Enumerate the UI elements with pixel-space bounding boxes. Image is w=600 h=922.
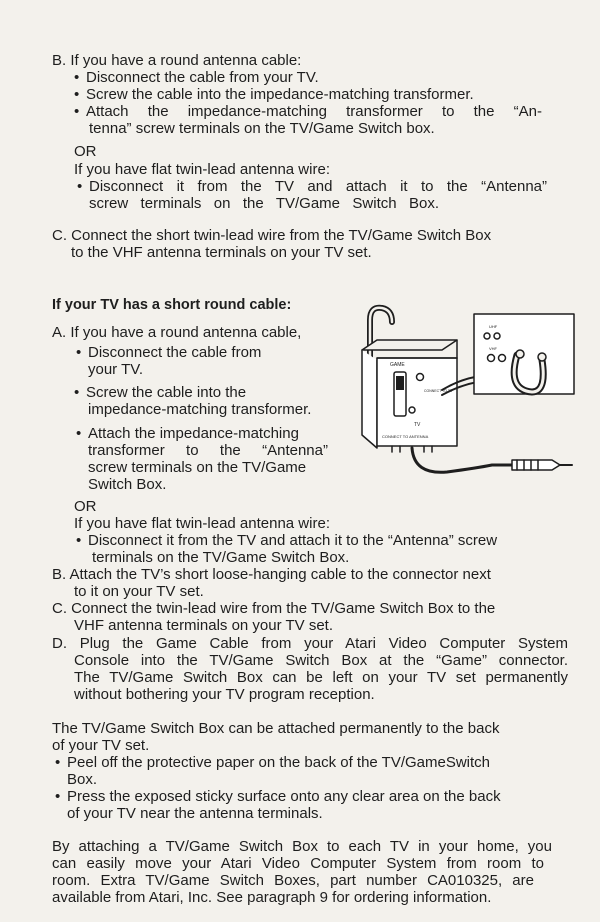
section-c-line-1: C. Connect the short twin-lead wire from the TV/Game Switch Box: [52, 227, 492, 244]
section-b-bullet-2: • Screw the cable into the impedance-matching transformer.: [86, 86, 474, 103]
box-connect-label: CONNECT TO ANTENNA: [382, 434, 429, 439]
vhf-label: VHF: [489, 346, 497, 351]
attach-bullet-2-line-1: • Press the exposed sticky surface onto any clear area on the back: [67, 788, 501, 805]
attach-bullet-1-line-2: Box.: [67, 771, 98, 788]
short-d-line-4: without bothering your TV program reception.: [74, 686, 375, 703]
short-a-bullet-4-line-1: • Disconnect it from the TV and attach it to the “Antenna” screw: [88, 532, 497, 549]
section-b-flat-heading: If you have flat twin-lead antenna wire:: [74, 161, 330, 178]
box-tv-label: TV: [414, 422, 421, 428]
short-c-line-1: C. Connect the twin-lead wire from the TV/Game Switch Box to the: [52, 600, 496, 617]
short-a-heading: A. If you have a round antenna cable,: [52, 324, 302, 341]
closing-line-1: By attaching a TV/Game Switch Box to each TV in your home, you: [52, 838, 552, 855]
section-b-or: OR: [74, 143, 97, 160]
short-a-bullet-3-line-3: screw terminals on the TV/Game: [88, 459, 307, 476]
switch-box-illustration: [352, 300, 582, 500]
attach-line-2: of your TV set.: [52, 737, 150, 754]
short-a-bullet-3-line-4: Switch Box.: [88, 476, 167, 493]
box-side-label: CONNECT TO TV: [424, 389, 453, 393]
section-b-bullet-3-line-1: • Attach the impedance-matching transformer to the “An-: [86, 103, 542, 120]
short-flat-heading: If you have flat twin-lead antenna wire:: [74, 515, 330, 532]
short-d-line-1: D. Plug the Game Cable from your Atari Video Computer System: [52, 635, 568, 652]
short-d-line-2: Console into the TV/Game Switch Box at the “Game” connector.: [74, 652, 568, 669]
short-a-bullet-1-line-1: • Disconnect the cable from: [88, 344, 261, 361]
short-a-bullet-3-line-2: transformer to the “Antenna”: [88, 442, 328, 459]
section-b-bullet-4-line-2: screw terminals on the TV/Game Switch Box.: [89, 195, 439, 212]
section-b-heading: B. If you have a round antenna cable:: [52, 52, 302, 69]
closing-line-4: available from Atari, Inc. See paragraph 9 for ordering information.: [52, 889, 492, 906]
short-a-bullet-3-line-1: • Attach the impedance-matching: [88, 425, 299, 442]
short-a-bullet-2-line-2: impedance-matching transformer.: [88, 401, 312, 418]
game-cable-icon: [412, 448, 512, 472]
short-a-bullet-4-line-2: terminals on the TV/Game Switch Box.: [92, 549, 350, 566]
antenna-cable-icon: [370, 308, 392, 362]
closing-line-2: can easily move your Atari Video Computer System from room to: [52, 855, 544, 872]
uhf-label: UHF: [489, 324, 498, 329]
short-b-line-1: B. Attach the TV’s short loose-hanging cable to the connector next: [52, 566, 491, 583]
short-d-line-3: The TV/Game Switch Box can be left on your TV set permanently: [74, 669, 568, 686]
short-a-bullet-2-line-1: • Screw the cable into the: [86, 384, 246, 401]
box-game-label: GAME: [390, 362, 405, 368]
short-b-line-2: to it on your TV set.: [74, 583, 204, 600]
short-or: OR: [74, 498, 97, 515]
game-cable-plug-icon: [512, 460, 560, 470]
attach-bullet-2-line-2: of your TV near the antenna terminals.: [67, 805, 323, 822]
attach-line-1: The TV/Game Switch Box can be attached permanently to the back: [52, 720, 500, 737]
section-b-bullet-1: • Disconnect the cable from your TV.: [86, 69, 319, 86]
short-a-bullet-1-line-2: your TV.: [88, 361, 144, 378]
closing-line-3: room. Extra TV/Game Switch Boxes, part number CA010325, are: [52, 872, 534, 889]
section-b-bullet-4-line-1: • Disconnect it from the TV and attach it to the “Antenna”: [89, 178, 547, 195]
switch-box-icon: [377, 358, 457, 446]
section-b-bullet-3-line-2: tenna” screw terminals on the TV/Game Switch box.: [89, 120, 435, 137]
section-c-line-2: to the VHF antenna terminals on your TV set.: [71, 244, 372, 261]
short-cable-heading: If your TV has a short round cable:: [52, 297, 292, 313]
short-c-line-2: VHF antenna terminals on your TV set.: [74, 617, 334, 634]
switch-box-top: [362, 340, 457, 350]
attach-bullet-1-line-1: • Peel off the protective paper on the back of the TV/GameSwitch: [67, 754, 490, 771]
